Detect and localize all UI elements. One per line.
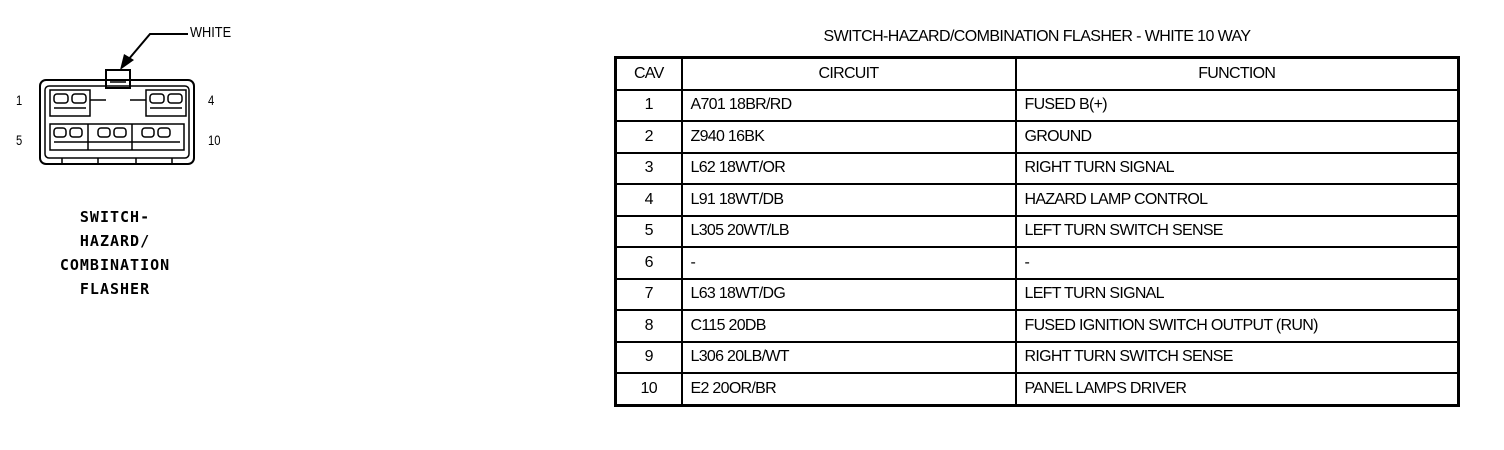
header-circuit: CIRCUIT [682,58,1016,90]
pin-label-4: 4 [208,92,215,108]
connector-housing [40,80,194,164]
table-row [616,247,1459,279]
pin-label-5: 5 [16,132,23,148]
table-row [616,342,1459,374]
cell-function: RIGHT TURN SIGNAL [1016,153,1459,185]
connector-face-drawing [0,0,300,200]
cell-cav: 5 [616,216,682,248]
header-function: FUNCTION [1016,58,1459,90]
cell-circuit: L63 18WT/DG [682,279,1016,311]
pin-label-1: 1 [16,92,23,108]
cell-circuit: L91 18WT/DB [682,184,1016,216]
table-header-row [616,58,1459,90]
cell-cav: 7 [616,279,682,311]
cell-function: GROUND [1016,121,1459,153]
table-row [616,216,1459,248]
cell-cav: 8 [616,310,682,342]
pin-label-10: 10 [208,132,221,148]
cell-function: LEFT TURN SWITCH SENSE [1016,216,1459,248]
connector-diagram [0,0,300,320]
cell-function: RIGHT TURN SWITCH SENSE [1016,342,1459,374]
cell-circuit: L62 18WT/OR [682,153,1016,185]
callout-leader-line [128,34,188,60]
connector-name-line: COMBINATION [59,256,171,274]
connector-name-line: SWITCH- [79,208,151,226]
cell-cav: 10 [616,373,682,405]
table-row [616,373,1459,405]
pinout-table [614,56,1460,407]
connector-name-line: HAZARD/ [79,232,151,250]
cell-cav: 9 [616,342,682,374]
cell-cav: 3 [616,153,682,185]
cell-circuit: Z940 16BK [682,121,1016,153]
cell-function: FUSED B(+) [1016,90,1459,122]
cell-function: LEFT TURN SIGNAL [1016,279,1459,311]
cell-circuit: A701 18BR/RD [682,90,1016,122]
table-row [616,121,1459,153]
header-cav: CAV [616,58,682,90]
cell-cav: 2 [616,121,682,153]
cell-function: HAZARD LAMP CONTROL [1016,184,1459,216]
cell-cav: 1 [616,90,682,122]
cell-function: - [1016,247,1459,279]
cell-circuit: E2 20OR/BR [682,373,1016,405]
cell-circuit: C115 20DB [682,310,1016,342]
table-row [616,310,1459,342]
table-row [616,184,1459,216]
callout-color-label: WHITE [190,24,232,41]
cell-cav: 6 [616,247,682,279]
cell-circuit: - [682,247,1016,279]
cell-circuit: L305 20WT/LB [682,216,1016,248]
cell-cav: 4 [616,184,682,216]
table-row [616,279,1459,311]
table-row [616,90,1459,122]
cell-function: FUSED IGNITION SWITCH OUTPUT (RUN) [1016,310,1459,342]
cavity-row-bottom [50,124,184,150]
cell-circuit: L306 20LB/WT [682,342,1016,374]
cavity-row-top [50,90,186,116]
table-title: SWITCH-HAZARD/COMBINATION FLASHER - WHITE 10 WAY [823,28,1251,45]
connector-name [30,205,200,301]
connector-name-line: FLASHER [79,280,151,298]
table-row [616,153,1459,185]
cell-function: PANEL LAMPS DRIVER [1016,373,1459,405]
